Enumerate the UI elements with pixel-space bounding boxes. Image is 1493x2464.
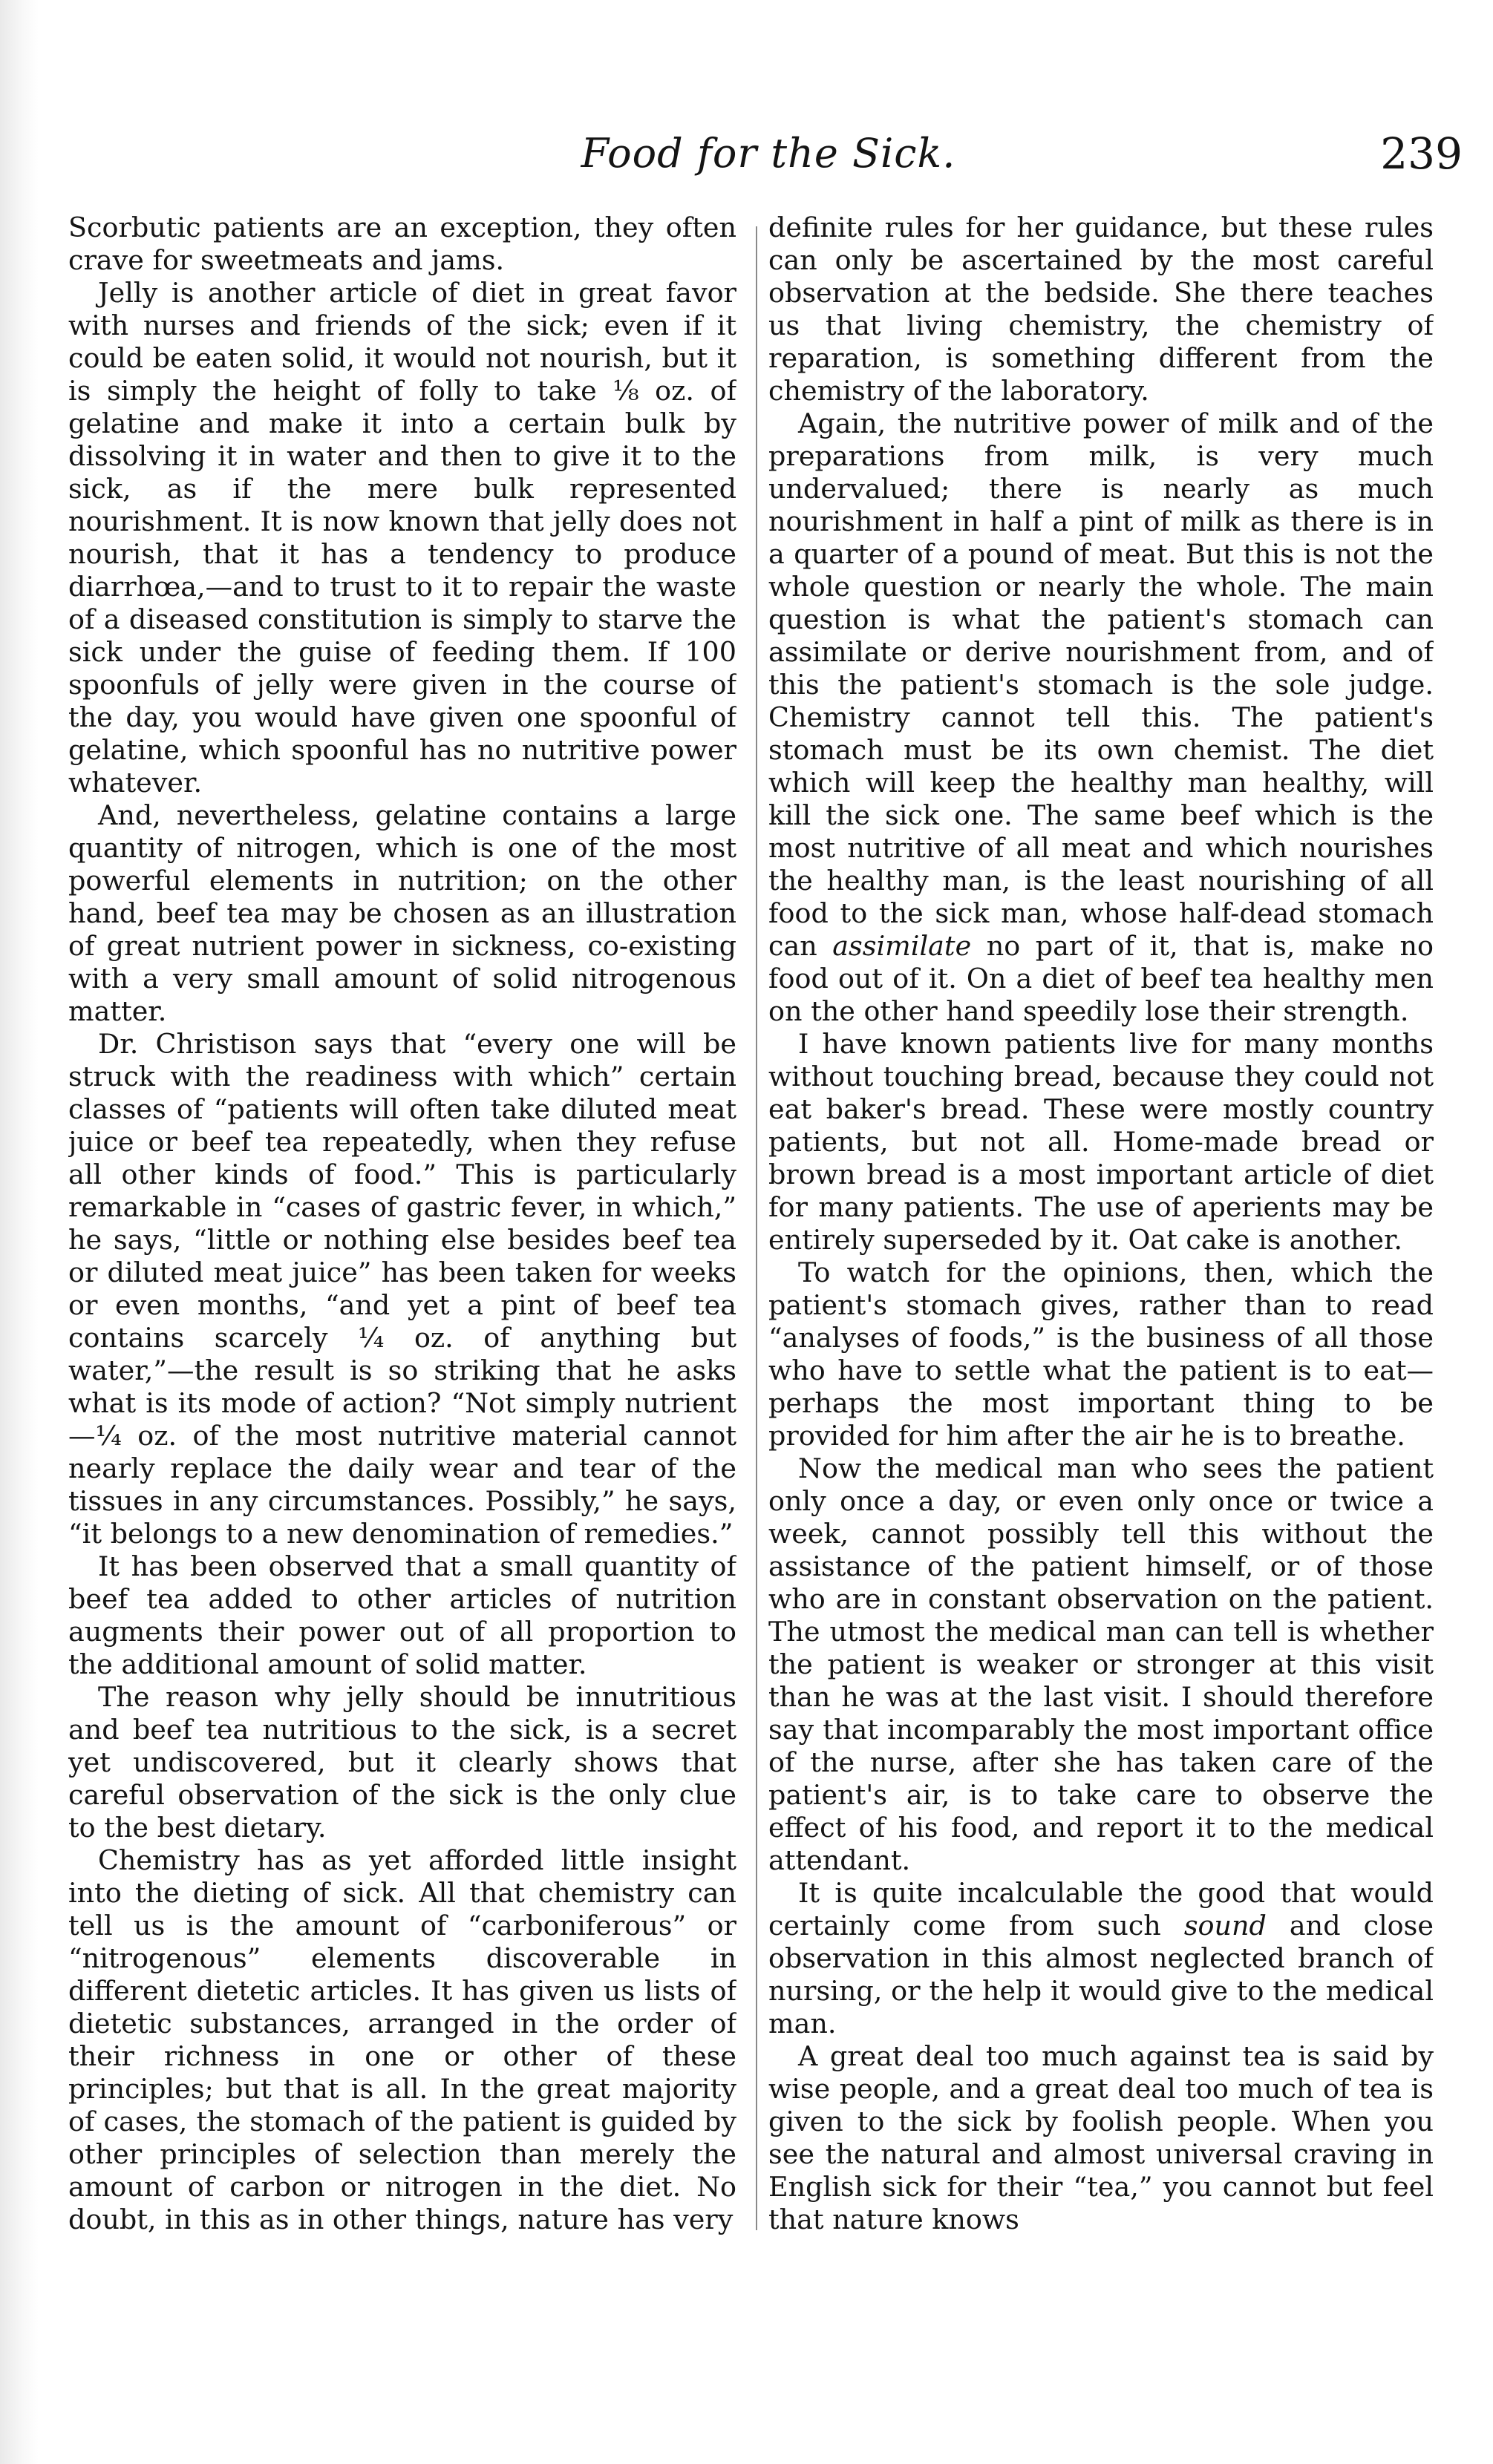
paragraph: Scorbutic patients are an exception, they often crave for sweetmeats and jams. [68, 212, 736, 276]
paragraph: Jelly is another article of diet in great favor with nurses and friends of the sick; even if it could be eaten solid, it would not nourish, but it is simply the height of folly to take ⅛ oz. of gelatine and make it into a certain bulk by dissolving it in water and then to give it to the sick, as if the mere bulk represented nourishment. It is now known that jelly does not nourish, that it has a tendency to produce diarrhœa,—and to trust to it to repair the waste of a diseased constitution is simply to starve the sick under the guise of feeding them. If 100 spoonfuls of jelly were given in the course of the day, you would have given one spoonful of gelatine, which spoonful has no nutritive power whatever. [68, 277, 736, 799]
left-column [68, 212, 736, 2431]
paragraph [768, 407, 1434, 1028]
text-run: and close observation in this almost neglected branch of nursing, or the help it would give to the medical man. [768, 1910, 1434, 2039]
running-title: Food for the Sick. [581, 130, 956, 177]
page-edge-shadow [0, 0, 39, 2464]
emphasis-text: sound [1183, 1910, 1267, 1942]
text-run: It is quite incalculable the good that would certainly come from such [768, 1877, 1434, 1942]
paragraph: To watch for the opinions, then, which the patient's stomach gives, rather than to read “analyses of foods,” is the business of all those who have to settle what the patient is to eat—perhaps the most important thing to be provided for him after the air he is to breathe. [768, 1256, 1434, 1452]
paragraph: Dr. Christison says that “every one will be struck with the readiness with which” certain classes of “patients will often take diluted meat juice or beef tea repeatedly, when they refuse all other kinds of food.” This is particularly remarkable in “cases of gastric fever, in which,” he says, “little or nothing else besides beef tea or diluted meat juice” has been taken for weeks or even months, “and yet a pint of beef tea contains scarcely ¼ oz. of anything but water,”—the result is so striking that he asks what is its mode of action? “Not simply nutrient—¼ oz. of the most nutritive material cannot nearly replace the daily wear and tear of the tissues in any circumstances. Possibly,” he says, “it belongs to a new denomination of remedies.” [68, 1028, 736, 1550]
paragraph: I have known patients live for many months without touching bread, because they could not eat baker's bread. These were mostly country patients, but not all. Home-made bread or brown bread is a most important article of diet for many patients. The use of aperients may be entirely superseded by it. Oat cake is another. [768, 1028, 1434, 1256]
text-run: no part of it, that is, make no food out of it. On a diet of beef tea healthy men on the other hand speedily lose their strength. [768, 930, 1434, 1027]
right-column [768, 212, 1434, 2431]
paragraph: The reason why jelly should be innutritious and beef tea nutritious to the sick, is a secret yet undiscovered, but it clearly shows that careful observation of the sick is the only clue to the best dietary. [68, 1681, 736, 1844]
emphasis-text: assimilate [832, 930, 972, 962]
paragraph: Now the medical man who sees the patient only once a day, or even only once or twice a week, cannot possibly tell this without the assistance of the patient himself, or of those who are in constant observation on the patient. The utmost the medical man can tell is whether the patient is weaker or stronger at this visit than he was at the last visit. I should therefore say that incomparably the most important office of the nurse, after she has taken care of the patient's air, is to take care to observe the effect of his food, and report it to the medical attendant. [768, 1452, 1434, 1876]
paragraph: Chemistry has as yet afforded little insight into the dieting of sick. All that chemistry can tell us is the amount of “carboniferous” or “nitrogenous” elements discoverable in different dietetic articles. It has given us lists of dietetic substances, arranged in the order of their richness in one or other of these principles; but that is all. In the great majority of cases, the stomach of the patient is guided by other principles of selection than merely the amount of carbon or nitrogen in the diet. No doubt, in this as in other things, nature has very [68, 1844, 736, 2235]
paragraph: A great deal too much against tea is said by wise people, and a great deal too much of tea is given to the sick by foolish people. When you see the natural and almost universal craving in English sick for their “tea,” you cannot but feel that nature knows [768, 2040, 1434, 2235]
page-number: 239 [1380, 128, 1463, 179]
paragraph: It has been observed that a small quantity of beef tea added to other articles of nutrition augments their power out of all proportion to the additional amount of solid matter. [68, 1550, 736, 1680]
text-run: Again, the nutritive power of milk and of the preparations from milk, is very much undervalued; there is nearly as much nourishment in half a pint of milk as there is in a quarter of a pound of meat. But this is not the whole question or nearly the whole. The main question is what the patient's stomach can assimilate or derive nourishment from, and of this the patient's stomach is the sole judge. Chemistry cannot tell this. The patient's stomach must be its own chemist. The diet which will keep the healthy man healthy, will kill the sick one. The same beef which is the most nutritive of all meat and which nourishes the healthy man, is the least nourishing of all food to the sick man, whose half-dead stomach can [768, 407, 1434, 962]
page-header [74, 130, 1463, 189]
paragraph [768, 1877, 1434, 2040]
paragraph: And, nevertheless, gelatine contains a large quantity of nitrogen, which is one of the most powerful elements in nutrition; on the other hand, beef tea may be chosen as an illustration of great nutrient power in sickness, co-existing with a very small amount of solid nitrogenous matter. [68, 799, 736, 1027]
paragraph: definite rules for her guidance, but these rules can only be ascertained by the most careful observation at the bedside. She there teaches us that living chemistry, the chemistry of reparation, is something different from the chemistry of the laboratory. [768, 212, 1434, 407]
column-divider [756, 226, 757, 2230]
